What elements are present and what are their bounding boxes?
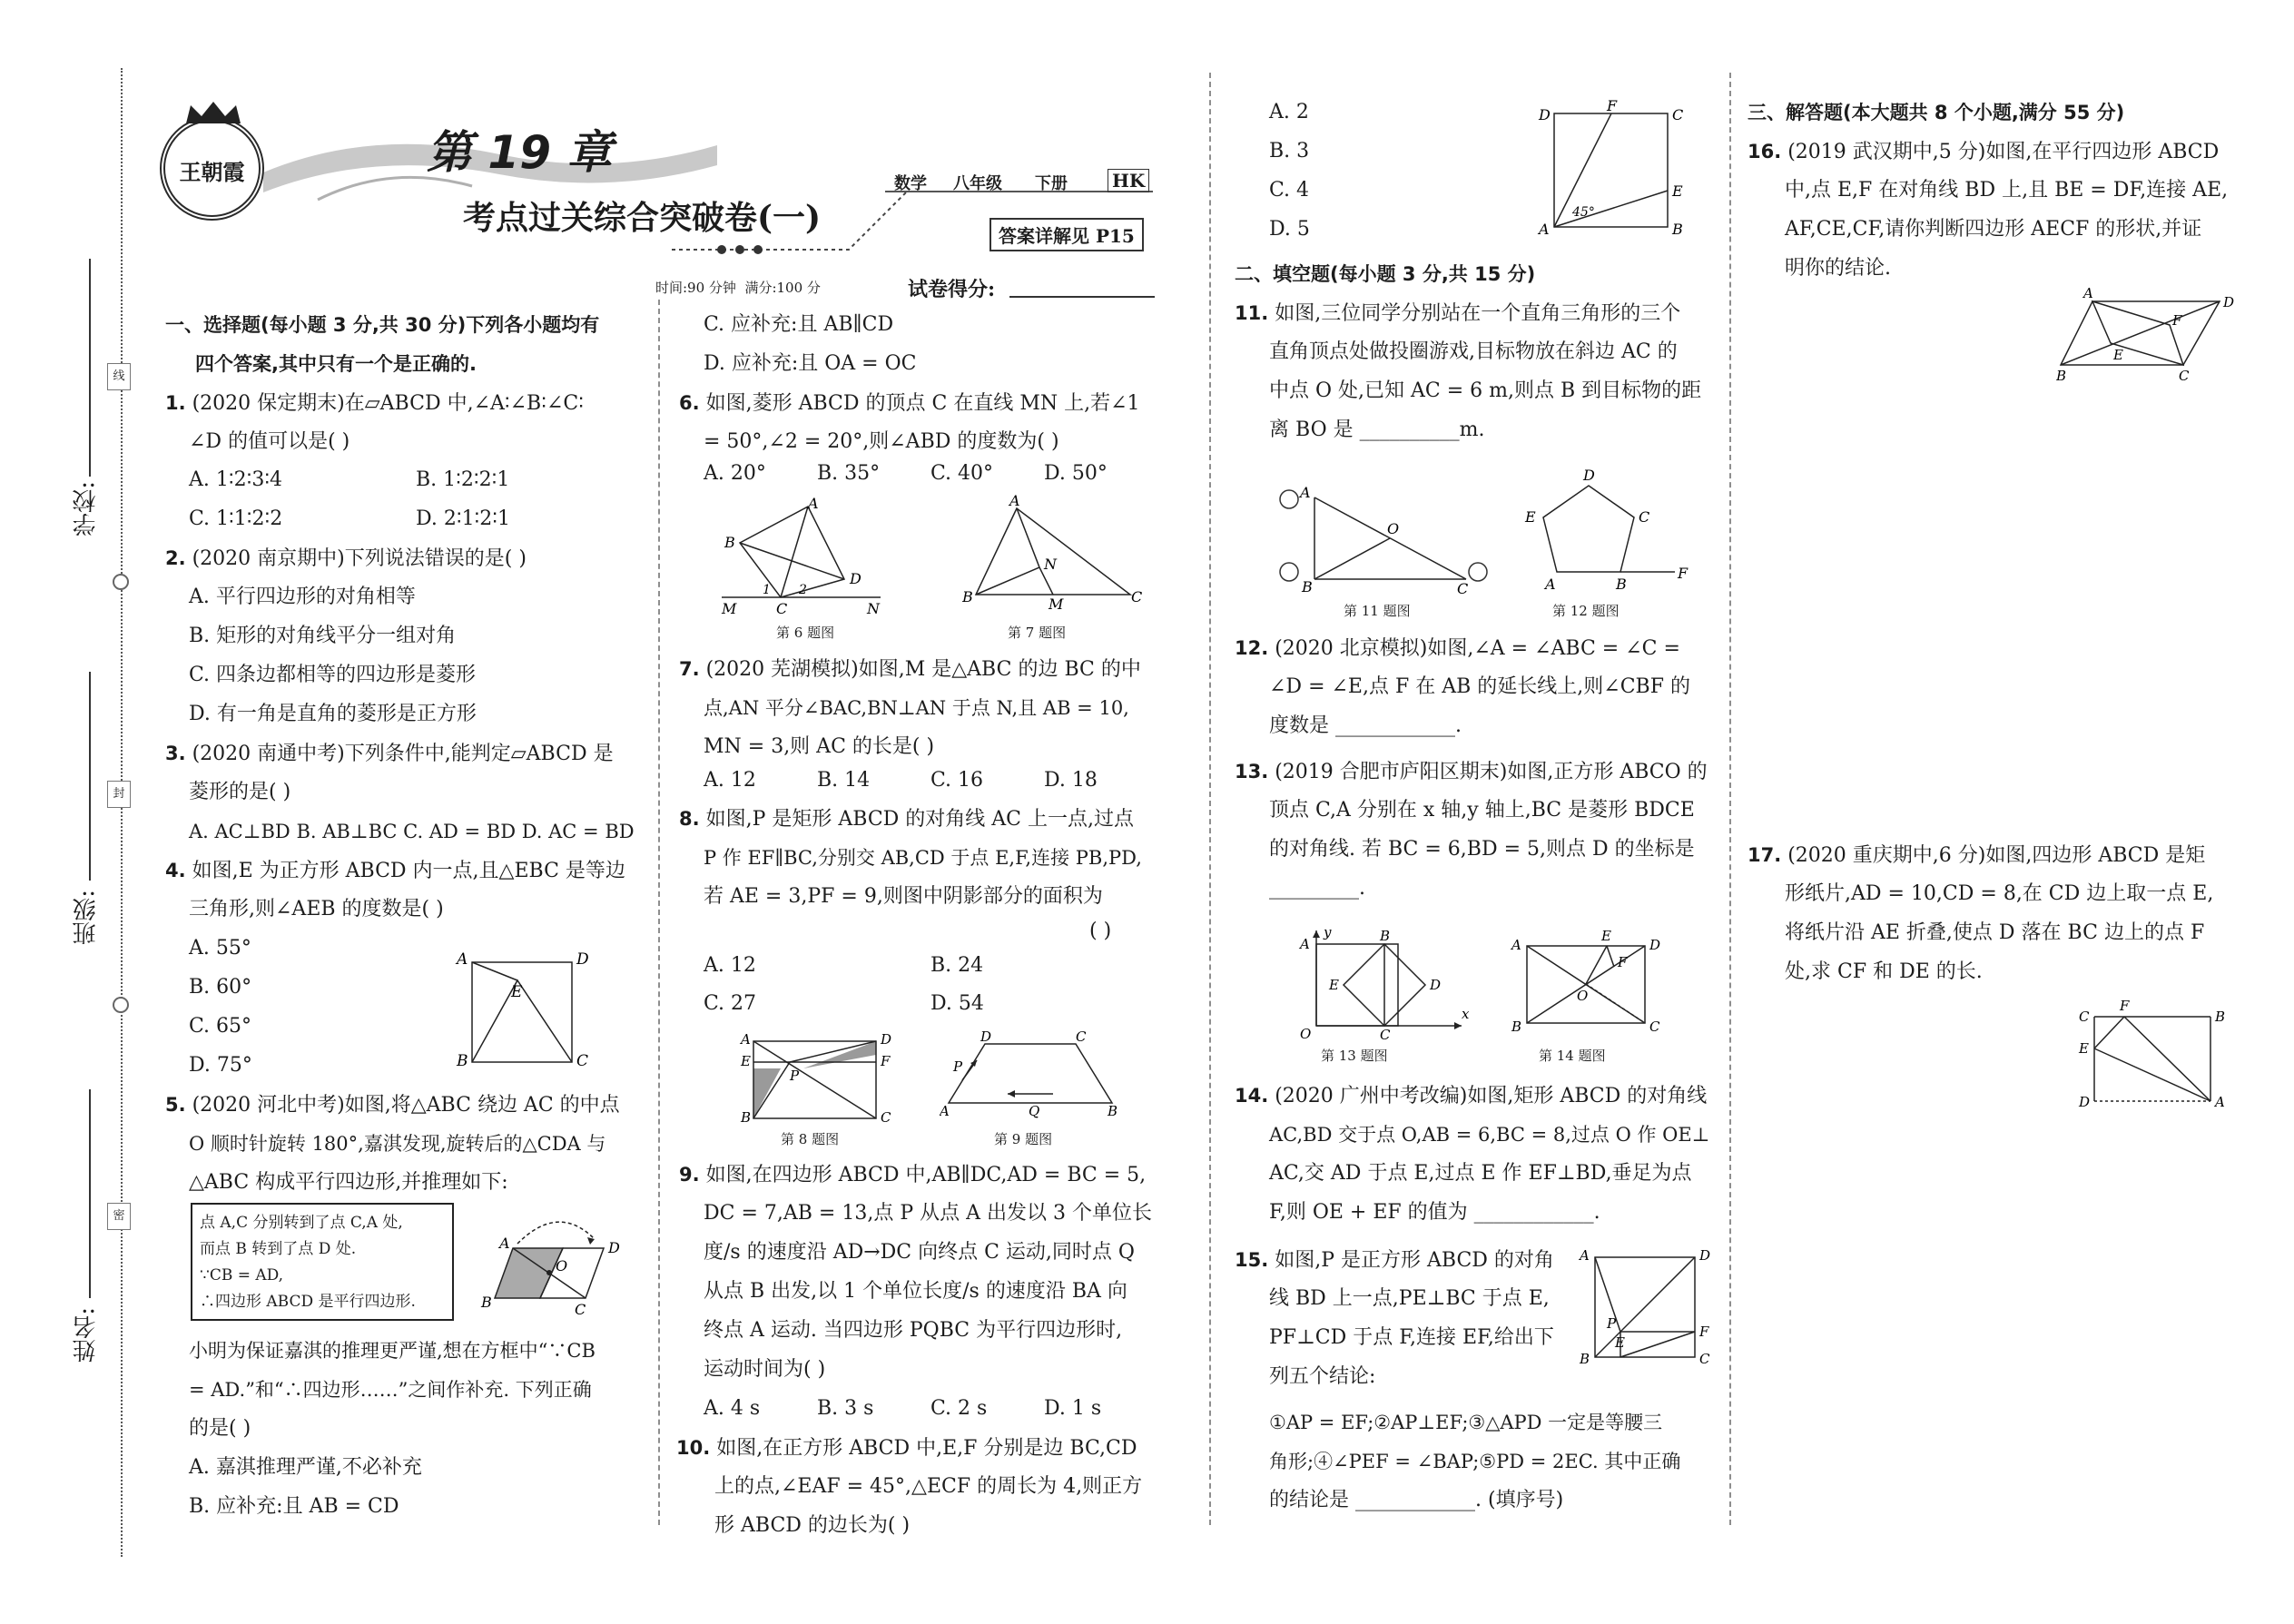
label-B: B [2056, 368, 2067, 384]
label-D: D [1539, 106, 1551, 123]
question-text: 如图,三位同学分别站在一个直角三角形的三个 [1275, 302, 1681, 325]
option-b[interactable]: B. 35° [817, 462, 881, 485]
question-text: 如图,在正方形 ABCD 中,E,F 分别是边 BC,CD [716, 1437, 1137, 1460]
label-F: F [1618, 954, 1628, 970]
question-text: 小明为保证嘉淇的推理更严谨,想在方框中“∵CB [189, 1340, 596, 1362]
figure-7-caption: 第 7 题图 [1008, 625, 1067, 641]
label-C: C [1649, 1019, 1660, 1035]
label-A: A [2215, 1094, 2225, 1110]
question-text: 的是( ) [189, 1417, 251, 1440]
option-b[interactable]: B. 14 [817, 769, 871, 792]
binding-hole-2 [113, 997, 129, 1013]
label-N: N [867, 600, 880, 615]
label-D: D [608, 1239, 620, 1256]
option-d[interactable]: D. 75° [189, 1054, 252, 1077]
label-B: B [741, 1109, 752, 1126]
question-text: 终点 A 运动. 当四边形 PQBC 为平行四边形时, [704, 1319, 1123, 1342]
question-17-answer-space[interactable] [1748, 1135, 2256, 1534]
label-A: A [1300, 484, 1311, 501]
question-text: 如图,E 为正方形 ABCD 内一点,且△EBC 是等边 [192, 860, 625, 882]
figure-12 [1516, 468, 1698, 595]
tag-edition: HK [1108, 169, 1149, 192]
label-C: C [576, 1052, 589, 1067]
answer-paren: ( ) [1089, 920, 1112, 942]
label-B: B [1380, 928, 1391, 944]
column-divider-3 [1729, 73, 1731, 1525]
figure-6-caption: 第 6 题图 [776, 625, 835, 641]
crown-icon [182, 98, 245, 125]
label-B: B [1580, 1351, 1590, 1367]
option-b[interactable]: B. 24 [930, 954, 984, 977]
label-A: A [1009, 495, 1020, 509]
question-text: (2020 南京期中)下列说法错误的是( ) [192, 547, 527, 570]
option-c[interactable]: C. 40° [930, 462, 994, 485]
label-E: E [2079, 1040, 2089, 1057]
class-label: 班级: [73, 890, 100, 945]
option-c[interactable]: C. 1∶1∶2∶2 [189, 507, 283, 530]
question-text: 中点 O 处,已知 AC = 6 m,则点 B 到目标物的距 [1269, 379, 1702, 402]
question-number: 8. [679, 808, 700, 830]
label-C: C [776, 600, 788, 615]
question-text: 上的点,∠EAF = 45°,△ECF 的周长为 4,则正方 [714, 1475, 1143, 1498]
question-number: 5. [165, 1094, 186, 1116]
option-c[interactable]: C. 65° [189, 1015, 252, 1038]
exam-title: 考点过关综合突破卷(一) [463, 199, 822, 237]
label-A: A [1300, 936, 1310, 952]
question-number: 13. [1235, 761, 1269, 782]
name-label: 姓名: [73, 1307, 100, 1363]
label-B: B [481, 1294, 492, 1311]
label-F: F [881, 1053, 891, 1069]
question-text: F,则 OE + EF 的值为 ____________. [1269, 1201, 1600, 1224]
question-number: 16. [1748, 141, 1782, 162]
option-b[interactable]: B. 应补充:且 AB = CD [189, 1495, 399, 1518]
label-O: O [1577, 988, 1589, 1004]
question-text: _________. [1269, 877, 1365, 900]
figure-16 [2056, 281, 2238, 386]
figure-8 [735, 1028, 899, 1127]
option-a[interactable]: A. 20° [704, 462, 766, 485]
label-y: y [1324, 926, 1332, 940]
figure-14-caption: 第 14 题图 [1539, 1048, 1606, 1064]
label-A: A [1580, 1247, 1590, 1264]
label-C: C [2079, 1009, 2090, 1025]
label-B: B [1511, 1019, 1522, 1035]
figure-15 [1575, 1244, 1711, 1371]
option-a[interactable]: A. 嘉淇推理严谨,不必补充 [189, 1456, 422, 1479]
question-text: 列五个结论: [1269, 1365, 1376, 1388]
box-line: ∴四边形 ABCD 是平行四边形. [200, 1293, 416, 1311]
question-number: 15. [1235, 1249, 1269, 1271]
question-text: AF,CE,CF,请你判断四边形 AECF 的形状,并证 [1785, 218, 2202, 241]
question-text: 度数是 ____________. [1269, 714, 1462, 737]
seal-mark-1: 线 [107, 363, 131, 390]
label-A: A [1539, 221, 1550, 236]
label-B: B [1616, 576, 1627, 593]
label-C: C [1131, 588, 1143, 605]
label-F: F [2120, 998, 2130, 1014]
option-d[interactable]: D. 应补充:且 OA = OC [704, 352, 917, 375]
question-text: 中,点 E,F 在对角线 BD 上,且 BE = DF,连接 AE, [1785, 179, 2229, 202]
label-x: x [1462, 1006, 1470, 1022]
option-d[interactable]: D. 1 s [1044, 1397, 1102, 1420]
option-a[interactable]: A. 12 [704, 769, 756, 792]
label-E: E [1601, 928, 1611, 944]
question-number: 4. [165, 860, 186, 881]
label-A: A [499, 1235, 510, 1252]
question-text: MN = 3,则 AC 的长是( ) [704, 735, 935, 758]
figure-11 [1271, 481, 1493, 595]
tag-volume: 下册 [1035, 174, 1068, 193]
options-line[interactable]: A. AC⊥BD B. AB⊥BC C. AD = BD D. AC = BD [189, 821, 635, 842]
figure-8-caption: 第 8 题图 [781, 1131, 840, 1147]
option-d[interactable]: D. 18 [1044, 769, 1098, 792]
question-text: 三角形,则∠AEB 的度数是( ) [189, 898, 444, 920]
label-C: C [881, 1109, 891, 1126]
label-D: D [1699, 1247, 1711, 1264]
question-text: 处,求 CF 和 DE 的长. [1785, 960, 1983, 983]
question-text: 顶点 C,A 分别在 x 轴,y 轴上,BC 是菱形 BDCE [1269, 799, 1695, 822]
option-a[interactable]: A. 12 [704, 954, 756, 977]
option-c[interactable]: C. 四条边都相等的四边形是菱形 [189, 664, 477, 686]
label-D: D [881, 1031, 892, 1048]
label-B: B [457, 1052, 468, 1067]
school-label: 学校: [73, 481, 100, 536]
box-line: 点 A,C 分别转到了点 C,A 处, [200, 1214, 403, 1232]
label-A: A [940, 1103, 950, 1119]
box-line: ∵CB = AD, [200, 1266, 284, 1284]
question-16-answer-space[interactable] [1748, 399, 2256, 808]
reasoning-box [191, 1203, 454, 1321]
question-text: 将纸片沿 AE 折叠,使点 D 落在 BC 边上的点 F [1785, 921, 2205, 944]
figure-12-caption: 第 12 题图 [1552, 603, 1620, 619]
label-B: B [1302, 578, 1313, 595]
label-B: B [1672, 221, 1683, 236]
school-blank[interactable] [89, 259, 91, 477]
label-D: D [850, 570, 861, 587]
answer-reference: 答案详解见 P15 [989, 218, 1144, 251]
question-text: ∠D 的值可以是( ) [189, 430, 350, 453]
figure-14 [1507, 926, 1670, 1039]
label-B: B [1108, 1103, 1118, 1119]
label-E: E [1329, 977, 1339, 993]
question-text: 运动时间为( ) [704, 1358, 826, 1381]
binding-dotted-line [121, 68, 123, 1557]
section-2-title: 二、填空题(每小题 3 分,共 15 分) [1235, 263, 1536, 285]
option-d[interactable]: D. 有一角是直角的菱形是正方形 [189, 703, 477, 725]
label-P: P [1607, 1315, 1617, 1332]
label-O: O [1300, 1026, 1312, 1039]
label-D: D [1430, 977, 1442, 993]
question-text: 从点 B 出发,以 1 个单位长度/s 的速度沿 BA 向 [704, 1280, 1127, 1303]
label-O: O [556, 1257, 568, 1275]
question-text: (2020 广州中考改编)如图,矩形 ABCD 的对角线 [1275, 1085, 1708, 1107]
label-B: B [2215, 1009, 2226, 1025]
label-E: E [741, 1053, 751, 1069]
question-number: 6. [679, 392, 700, 414]
binding-hole-1 [113, 574, 129, 590]
question-text: AC,BD 交于点 O,AB = 6,BC = 8,过点 O 作 OE⊥ [1269, 1124, 1710, 1146]
label-C: C [1699, 1351, 1710, 1367]
label-B: B [724, 534, 735, 551]
option-a[interactable]: A. 平行四边形的对角相等 [189, 586, 416, 608]
question-number: 17. [1748, 844, 1782, 866]
option-c[interactable]: C. 2 s [930, 1397, 988, 1420]
figure-17 [2074, 994, 2233, 1117]
question-text: 角形;④∠PEF = ∠BAP;⑤PD = 2EC. 其中正确 [1269, 1451, 1681, 1472]
tag-subject: 数学 [894, 174, 927, 193]
option-b[interactable]: B. 3 [1269, 140, 1310, 162]
figure-9 [940, 1030, 1121, 1121]
label-1: 1 [763, 583, 771, 597]
option-d[interactable]: D. 2∶1∶2∶1 [416, 507, 511, 530]
label-C: C [575, 1301, 586, 1318]
label-C: C [1457, 580, 1469, 595]
label-D: D [1649, 937, 1661, 953]
question-number: 12. [1235, 637, 1269, 659]
question-text: 的对角线. 若 BC = 6,BD = 5,则点 D 的坐标是 [1269, 838, 1695, 861]
question-number: 7. [679, 658, 700, 680]
label-P: P [790, 1068, 800, 1084]
option-c[interactable]: C. 4 [1269, 179, 1310, 202]
question-text: AC,交 AD 于点 E,过点 E 作 EF⊥BD,垂足为点 [1269, 1162, 1692, 1185]
question-text: 若 AE = 3,PF = 9,则图中阴影部分的面积为 [704, 885, 1103, 908]
tag-grade: 八年级 [953, 174, 1002, 193]
label-A: A [741, 1031, 751, 1048]
seal-mark-2: 封 [107, 781, 131, 808]
column-divider-1 [658, 300, 660, 1525]
label-E: E [511, 983, 523, 1001]
option-b[interactable]: B. 60° [189, 976, 252, 999]
option-b[interactable]: B. 矩形的对角线平分一组对角 [189, 625, 457, 647]
seal-mark-3: 密 [107, 1203, 131, 1230]
question-text: 如图,P 是正方形 ABCD 的对角 [1275, 1249, 1554, 1272]
figure-6 [717, 497, 890, 615]
question-text: ①AP = EF;②AP⊥EF;③△APD 一定是等腰三 [1269, 1412, 1663, 1433]
question-text: 形 ABCD 的边长为( ) [714, 1514, 911, 1537]
figure-7 [962, 495, 1144, 613]
label-P: P [953, 1058, 963, 1075]
label-Q: Q [1029, 1103, 1040, 1119]
question-text: △ABC 构成平行四边形,并推理如下: [189, 1171, 508, 1194]
label-2: 2 [799, 583, 807, 597]
question-text: (2020 保定期末)在▱ABCD 中,∠A∶∠B∶∠C∶ [192, 392, 584, 415]
chapter-title: 第 19 章 [427, 126, 613, 179]
question-text: ∠D = ∠E,点 F 在 AB 的延长线上,则∠CBF 的 [1269, 675, 1690, 698]
label-D: D [980, 1030, 992, 1045]
option-d[interactable]: D. 5 [1269, 218, 1310, 241]
figure-5 [477, 1207, 622, 1321]
logo-text: 王朝霞 [179, 159, 245, 185]
label-A: A [2083, 285, 2093, 301]
exam-meta: 时间:90 分钟 满分:100 分 [655, 280, 821, 296]
question-text: 形纸片,AD = 10,CD = 8,在 CD 边上取一点 E, [1785, 882, 2214, 905]
label-F: F [1678, 565, 1689, 582]
class-blank[interactable] [89, 672, 91, 881]
question-text: = AD.”和“∴四边形……”之间作补充. 下列正确 [189, 1379, 592, 1401]
label-M: M [722, 600, 737, 615]
option-b[interactable]: B. 1∶2∶2∶1 [416, 468, 510, 491]
label-M: M [1049, 595, 1064, 613]
name-blank[interactable] [89, 1089, 91, 1298]
question-text: 如图,菱形 ABCD 的顶点 C 在直线 MN 上,若∠1 [705, 392, 1140, 415]
label-B: B [962, 588, 973, 605]
question-text: (2019 合肥市庐阳区期末)如图,正方形 ABCO 的 [1275, 761, 1708, 783]
section-1-title-cont: 四个答案,其中只有一个是正确的. [195, 353, 477, 375]
question-text: (2020 芜湖模拟)如图,M 是△ABC 的边 BC 的中 [705, 658, 1141, 681]
header-dots-line [667, 186, 912, 254]
question-text: 直角顶点处做投圈游戏,目标物放在斜边 AC 的 [1269, 340, 1678, 363]
label-D: D [576, 950, 589, 969]
label-C: C [1380, 1027, 1391, 1039]
figure-10 [1534, 100, 1693, 236]
label-F: F [1607, 100, 1618, 114]
question-text: DC = 7,AB = 13,点 P 从点 A 出发以 3 个单位长 [704, 1202, 1152, 1225]
label-F: F [1699, 1324, 1709, 1340]
label-C: C [1639, 508, 1650, 526]
label-N: N [1044, 556, 1057, 573]
question-number: 3. [165, 743, 186, 764]
question-text: 点,AN 平分∠BAC,BN⊥AN 于点 N,且 AB = 10, [704, 697, 1129, 719]
figure-13 [1289, 926, 1471, 1039]
column-divider-2 [1209, 73, 1211, 1525]
question-text: 如图,在四边形 ABCD 中,AB∥DC,AD = BC = 5, [705, 1164, 1147, 1186]
label-O: O [1387, 520, 1400, 537]
label-E: E [1672, 182, 1683, 200]
label-A: A [808, 497, 819, 512]
label-E: E [1525, 508, 1536, 526]
option-a[interactable]: A. 1∶2∶3∶4 [189, 468, 283, 491]
question-text: 离 BO 是 __________m. [1269, 418, 1485, 441]
option-c[interactable]: C. 应补充:且 AB∥CD [704, 313, 894, 336]
label-C: C [2179, 368, 2190, 384]
option-a[interactable]: A. 4 s [704, 1397, 761, 1420]
question-text: (2019 武汉期中,5 分)如图,在平行四边形 ABCD [1787, 141, 2220, 163]
logo-seal [160, 116, 264, 221]
figure-11-caption: 第 11 题图 [1344, 603, 1411, 619]
section-1-title: 一、选择题(每小题 3 分,共 30 分)下列各小题均有 [165, 314, 600, 336]
question-text: = 50°,∠2 = 20°,则∠ABD 的度数为( ) [704, 430, 1059, 453]
figure-9-caption: 第 9 题图 [994, 1131, 1053, 1147]
label-A: A [1545, 576, 1556, 593]
question-text: (2020 河北中考)如图,将△ABC 绕边 AC 的中点 [192, 1094, 620, 1117]
box-line: 而点 B 转到了点 D 处. [200, 1240, 357, 1258]
option-b[interactable]: B. 3 s [817, 1397, 874, 1420]
option-a[interactable]: A. 2 [1269, 101, 1309, 123]
option-c[interactable]: C. 27 [704, 992, 757, 1015]
label-45: 45° [1572, 205, 1595, 220]
question-text: 线 BD 上一点,PE⊥BC 于点 E, [1269, 1287, 1550, 1310]
option-d[interactable]: D. 50° [1044, 462, 1108, 485]
score-blank[interactable] [1009, 296, 1155, 298]
label-A: A [1511, 937, 1521, 953]
question-text: 的结论是 ____________. (填序号) [1269, 1489, 1564, 1511]
section-3-title: 三、解答题(本大题共 8 个小题,满分 55 分) [1748, 102, 2125, 123]
label-E: E [2113, 347, 2123, 363]
question-text: (2020 重庆期中,6 分)如图,四边形 ABCD 是矩 [1787, 844, 2206, 867]
option-a[interactable]: A. 55° [189, 937, 251, 960]
question-text: (2020 北京模拟)如图,∠A = ∠ABC = ∠C = [1275, 637, 1680, 660]
label-C: C [1076, 1030, 1087, 1045]
question-text: 如图,P 是矩形 ABCD 的对角线 AC 上一点,过点 [705, 808, 1135, 831]
question-number: 2. [165, 547, 186, 569]
label-A: A [457, 950, 468, 969]
question-text: PF⊥CD 于点 F,连接 EF,给出下 [1269, 1326, 1554, 1349]
question-number: 14. [1235, 1085, 1269, 1107]
question-text: 度/s 的速度沿 AD→DC 向终点 C 运动,同时点 Q [704, 1241, 1135, 1264]
question-number: 10. [676, 1437, 711, 1459]
label-F: F [2172, 312, 2182, 329]
option-d[interactable]: D. 54 [930, 992, 984, 1015]
question-text: O 顺时针旋转 180°,嘉淇发现,旋转后的△CDA 与 [189, 1133, 606, 1155]
figure-13-caption: 第 13 题图 [1321, 1048, 1388, 1064]
question-number: 1. [165, 392, 186, 414]
label-D: D [1583, 468, 1595, 484]
option-c[interactable]: C. 16 [930, 769, 984, 792]
figure-4 [449, 944, 595, 1067]
label-E: E [1615, 1334, 1625, 1351]
question-text: 菱形的是( ) [189, 781, 291, 803]
question-text: (2020 南通中考)下列条件中,能判定▱ABCD 是 [192, 743, 614, 765]
label-D: D [2079, 1094, 2091, 1110]
question-number: 11. [1235, 302, 1269, 324]
label-D: D [2223, 294, 2235, 310]
label-C: C [1672, 106, 1684, 123]
question-text: 明你的结论. [1785, 257, 1891, 280]
question-text: P 作 EF∥BC,分别交 AB,CD 于点 E,F,连接 PB,PD, [704, 847, 1142, 869]
score-label: 试卷得分: [908, 278, 996, 301]
question-number: 9. [679, 1164, 700, 1186]
